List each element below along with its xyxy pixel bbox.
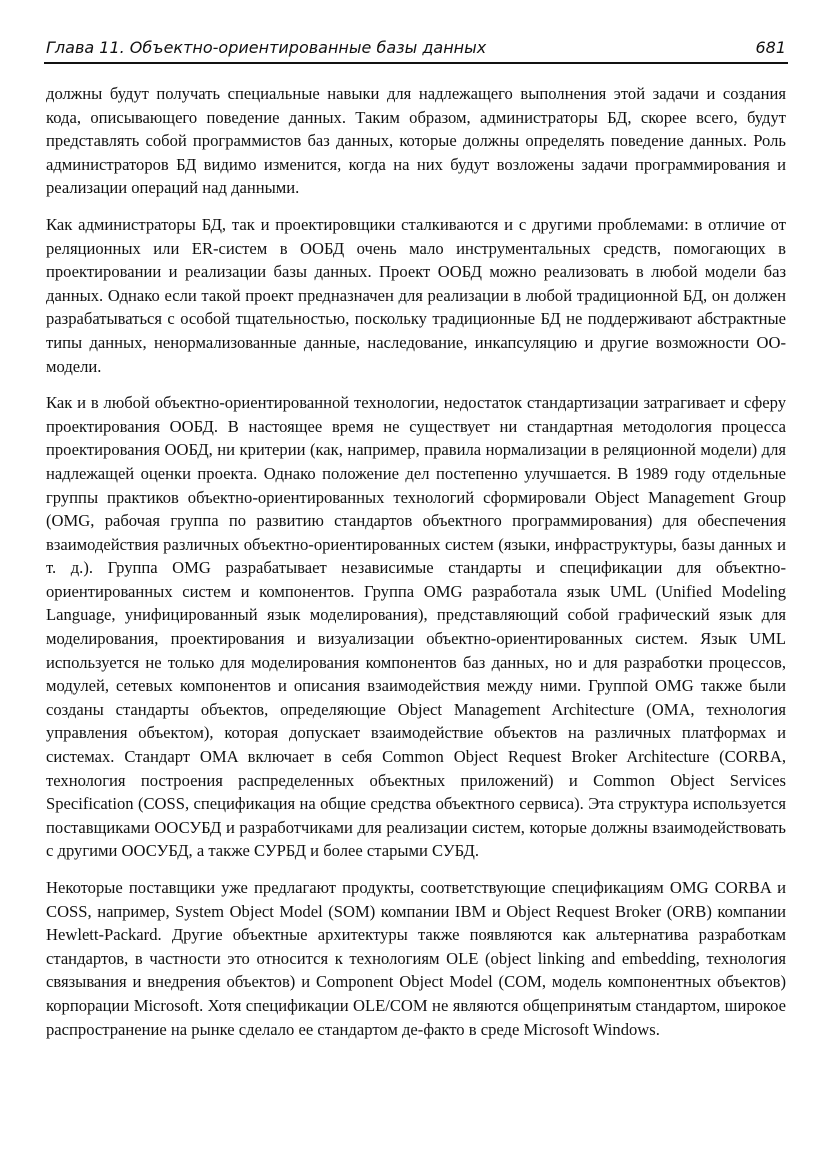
paragraph-3: Как и в любой объектно-ориентированной технологии, недостаток стандартизации затрагивает и сферу проектирования ООБД. В настоящее время не существует ни стандартная методология процесса проектирования ООБД, ни критерии (как, например, правила нормализации в реляционной модели) для надлежащей оценки проекта. Однако положение дел постепенно улучшается. В 1989 году отдельные группы практиков объектно-ориентированных технологий сформировали Object Management Group (OMG, рабочая группа по развитию стандартов объектного программирования) для обеспечения взаимодействия различных объектно-ориентированных систем (языки, инфраструктуры, базы данных и т. д.). Группа OMG разрабатывает независимые стандарты и спецификации для объектно-ориентированных систем и компонентов. Группа OMG разработала язык UML (Unified Modeling Language, унифицированный язык моделирования), представляющий собой графический язык для моделирования, проектирования и визуализации объектно-ориентированных систем. Язык UML используется не только для моделирования компонентов баз данных, но и для разработки процессов, модулей, сетевых компонентов и описания взаимодействия между ними. Группой OMG также были созданы стандарты объектов, определяющие Object Management Architecture (OMA, технология управления объектом), которая допускает взаимодействие объектов на различных платформах и системах. Стандарт OMA включает в себя Common Object Request Broker Architecture (CORBA, технология построения распределенных объектных приложений) и Common Object Services Specification (COSS, спецификация на общие средства объектного сервиса). Эта структура используется поставщиками ООСУБД и разработчиками для реализации систем, которые должны взаимодействовать с другими ООСУБД, а также СУРБД и более старыми СУБД. xyxy=(46,393,786,861)
paragraph-1: должны будут получать специальные навыки для надлежащего выполнения этой задачи и создания кода, описывающего поведение данных. Таким образом, администраторы БД, скорее всего, будут представлять собой программистов баз данных, которые должны определять поведение данных. Роль администраторов БД видимо изменится, когда на них будут возложены задачи программирования и реализации операций над данными. xyxy=(46,84,786,198)
chapter-title: Глава 11. Объектно-ориентированные базы данных xyxy=(46,38,487,57)
paragraph-2: Как администраторы БД, так и проектировщики сталкиваются и с другими проблемами: в отличие от реляционных или ER-систем в ООБД очень мало инструментальных средств, помогающих в проектировании и реализации базы данных. Проект ООБД можно реализовать в любой модели баз данных. Однако если такой проект предназначен для реализации в любой традиционной БД, он должен разрабатываться с особой тщательностью, поскольку традиционные БД не поддерживают абстрактные типы данных, ненормализованные данные, наследование, инкапсуляцию и другие возможности ОО-модели. xyxy=(46,214,786,376)
page-number: 681 xyxy=(755,38,786,57)
paragraph-4: Некоторые поставщики уже предлагают продукты, соответствующие спецификациям OMG CORBA и COSS, например, System Object Model (SOM) компании IBM и Object Request Broker (ORB) компании Hewlett-Packard. Другие объектные архитектуры также появляются как альтернатива разработкам стандартов, в частности это относится к технологиям OLE (object linking and embedding, технология связывания и внедрения объектов) и Component Object Model (COM, модель компонентных объектов) корпорации Microsoft. Хотя спецификации OLE/COM не являются общепринятым стандартом, широкое распространение на рынке сделало ее стандартом де-факто в среде Microsoft Windows. xyxy=(46,878,786,1039)
running-header xyxy=(44,36,788,64)
body-text xyxy=(46,82,786,1054)
